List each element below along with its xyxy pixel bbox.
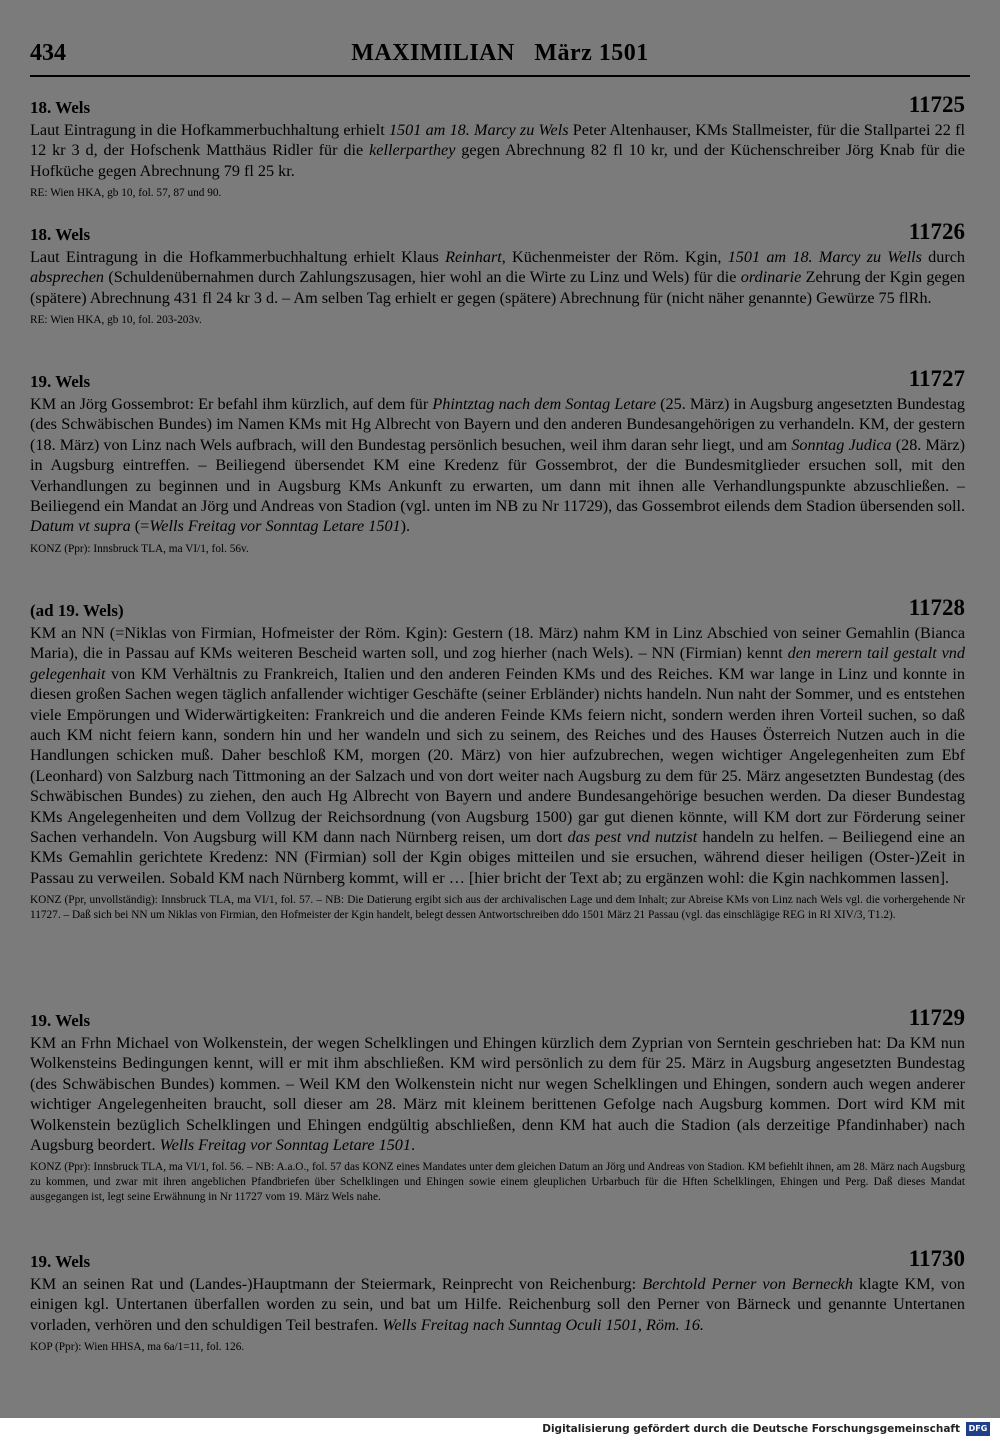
text-run: Laut Eintragung in die Hofkammerbuchhaltung erhielt (30, 121, 389, 139)
text-run: durch (921, 248, 965, 266)
entry-source: KONZ (Ppr, unvollständig): Innsbruck TLA, ma VI/1, fol. 57. – NB: Die Datierung ergibt sich aus der archivalischen Lage und dem Inhalt; zur Abreise KMs von Linz nach Wels vgl. die vorhergehende Nr 11727. – Daß sich bei NN um Niklas von Firmian, den Hofmeister der Kgin handelt, belegt dessen Antwortschreiben ddo 1501 März 21 Passau (vgl. das einschlägige REG in RI XIV/3, T1.2). (30, 894, 965, 922)
text-run: KM an NN (=Niklas von Firmian, Hofmeister der Röm. Kgin): Gestern (18. März) nahm KM in Linz Abschied von seiner Gemahlin (Bianca Maria), die in Passau auf KMs weiteren Bescheid warten soll, und zog hierher (nach Wels). – NN (Firmian) kennt (30, 624, 965, 663)
italic-run: Phintztag nach dem Sontag Letare (432, 395, 657, 413)
entry-number: 11730 (908, 1246, 965, 1271)
italic-run: Datum vt supra (30, 517, 131, 536)
text-run: (28. März) in Augsburg eintreffen. – Beiliegend übersendet KM eine Kredenz für Gossembrot, der die Bundesmitglieder ersuchen soll, mit den Verhandlungen zu beginnen und in Augsburg KMs Ankunft zu erwarten, um dann mit ihnen alle Verhandlungspunkte abzuschließen. – Beiliegend ein Mandat an Jörg und Andreas von Stadion (vgl. unten im NB zu Nr 11729), das Gossembrot eilends dem Stadion übersenden soll. (30, 435, 965, 516)
footer-bar (0, 1418, 1000, 1442)
entry-body (30, 1033, 965, 1155)
text-run: handeln zu helfen. – Beiliegend eine an KMs Gemahlin gerichtete Kredenz: NN (Firmian) soll der Kgin obiges mitteilen und sie ersuchen, während dieser heiligen (Oster-)Zeit in Passau zu verweilen. Sobald KM nach Nürnberg kommt, will er … [hier bricht der Text ab; zu ergänzen wohl: die Kgin nachkommen lassen]. (30, 828, 965, 887)
entry-source: KONZ (Ppr): Innsbruck TLA, ma VI/1, fol. 56v. (30, 542, 249, 555)
entry-place: 19. Wels (30, 1252, 91, 1271)
text-run: klagte KM, von einigen kgl. Untertanen überfallen worden zu sein, und bat um Hilfe. Reichenburg soll den Perner von Bärneck und genannte Untertanen vorladen, verhören und den schuldigen Teil bestrafen. (30, 1275, 966, 1334)
entry-place: 19. Wels (30, 1011, 91, 1030)
entry-number: 11725 (908, 92, 965, 117)
entry-number: 11729 (908, 1005, 965, 1030)
entry-body (30, 120, 965, 181)
text-run: ). (400, 517, 411, 536)
text-run: . (410, 1136, 416, 1155)
entry-11725 (30, 92, 965, 201)
italic-run: kellerparthey (369, 141, 456, 160)
italic-run: absprechen (30, 268, 105, 287)
entry-body (30, 1274, 965, 1335)
entry-place: (ad 19. Wels) (30, 601, 124, 620)
italic-run: Wells Freitag vor Sonntag Letare 1501 (159, 1136, 411, 1155)
entry-body (30, 623, 965, 888)
footer-credit: Digitalisierung gefördert durch die Deutsche Forschungsgemeinschaft (542, 1423, 960, 1435)
text-run: Peter Altenhauser, KMs Stallmeister, für die Stallpartei 22 fl 12 kr 3 d, der Hofschenk Matthäus Ridler für die (30, 121, 965, 160)
italic-run: Wells Freitag vor Sonntag Letare 1501 (149, 517, 401, 536)
page-header (30, 40, 970, 76)
text-run: (Schuldenübernahmen durch Zahlungszusagen, hier wohl an die Wirte zu Linz und Wels) für die (104, 268, 741, 287)
entry-11730 (30, 1246, 966, 1355)
italic-run: den merern tail gestalt vnd gelegenhait (30, 644, 965, 683)
italic-run: Sonntag Judica (791, 435, 892, 454)
dfg-logo: DFG (966, 1422, 990, 1436)
entry-number: 11728 (908, 595, 965, 620)
entry-number: 11726 (908, 219, 965, 244)
italic-run: das pest vnd nutzist (567, 828, 698, 847)
entry-place: 18. Wels (30, 225, 91, 244)
italic-run: Berchtold Perner von Berneckh (642, 1275, 853, 1293)
text-run: von KM Verhältnis zu Frankreich, Italien und den anderen Feinden KMs und des Reiches. KM war lange in Linz und konnte in diesen großen Sachen wegen täglich anfallender wichtiger Geschäfte (seiner Erbländer) nichts handeln. Nun naht der Sommer, und es entstehen viele Empörungen und Widerwärtigkeiten: Frankreich und die anderen Feinde KMs feiern nicht, sondern werden ihren Vorteil suchen, so daß auch KM nicht feiern kann, sondern hin und her wandeln und sich zu seinem, des Reiches und des Hauses Österreich Nutzen auch in die Handlungen schicken muß. Daher beschloß KM, morgen (20. März) von hier aufzubrechen, wegen wichtiger Angelegenheiten zum Ebf (Leonhard) von Salzburg nach Tittmoning an der Salzach und von dort weiter nach Augsburg zu dem für 25. März angesetzten Bundestag (des Schwäbischen Bundes) zu ziehen, den auch Hg Albrecht von Bayern und andere Bundesangehörige besuchen werden. Da dieser Bundestag KMs Angelegenheiten und dem Vollzug der Reichsordnung (von Augsburg 1500) gar gut dienen könnte, will KM dort zur Förderung seiner Sachen verhandeln. Von Augsburg will KM dann nach Nürnberg reisen, um dort (30, 664, 965, 847)
text-run: KM an Frhn Michael von Wolkenstein, der wegen Schelklingen und Ehingen kürzlich dem Zyprian von Serntein geschrieben hat: Da KM nun Wolkensteins Bedingungen kennt, will er mit ihm abschließen. KM wird persönlich zu dem für 25. März in Augsburg angesetzten Bundestag (des Schwäbischen Bundes) kommen. – Weil KM den Wolkenstein nicht nur wegen Schelklingen und Ehingen, sondern auch wegen anderer wichtiger Angelegenheiten braucht, soll dieser am 28. März mit kleinem berittenen Gefolge nach Augsburg kommen. Dort wird KM mit Wolkenstein bezüglich Schelklingen und Ehingen endgültig abschließen, denn KM hat auch die Stadion (als derzeitige Pfandinhaber) nach Augsburg beordert. (30, 1034, 965, 1155)
entry-place: 18. Wels (30, 98, 91, 117)
entry-body (30, 394, 965, 537)
entry-number: 11727 (908, 366, 965, 391)
entry-11727 (30, 366, 965, 557)
text-run: (= (130, 517, 150, 536)
text-run: gegen Abrechnung 82 fl 10 kr, und der Küchenschreiber Jörg Knab für die Hofküche gegen Abrechnung 79 fl 25 kr. (30, 141, 965, 180)
entry-11728 (30, 595, 965, 923)
text-run: KM an seinen Rat und (Landes-)Hauptmann der Steiermark, Reinprecht von Reichenburg: (30, 1275, 643, 1293)
entry-place: 19. Wels (30, 372, 91, 391)
entry-source: KOP (Ppr): Wien HHSA, ma 6a/1=11, fol. 126. (30, 1341, 245, 1354)
page-number: 434 (30, 40, 66, 66)
entry-11729 (30, 1005, 965, 1205)
running-title: MAXIMILIAN März 1501 (351, 40, 649, 66)
entry-source: RE: Wien HKA, gb 10, fol. 203-203v. (30, 314, 202, 327)
text-run: KM an Jörg Gossembrot: Er befahl ihm kürzlich, auf dem für (30, 395, 433, 413)
text-run: , Küchenmeister der Röm. Kgin, (501, 248, 728, 266)
italic-run: 1501 am 18. Marcy zu Wells (727, 248, 922, 266)
italic-run: 1501 am 18. Marcy zu Wels (388, 121, 569, 139)
italic-run: Wells Freitag nach Sunntag Oculi 1501, Röm. 16. (382, 1315, 704, 1334)
italic-run: ordinarie (740, 268, 802, 287)
entry-11726 (30, 219, 965, 328)
italic-run: Reinhart (445, 248, 502, 266)
entry-source: RE: Wien HKA, gb 10, fol. 57, 87 und 90. (30, 187, 222, 200)
text-run: Zehrung der Kgin gegen (spätere) Abrechnung 431 fl 24 kr 3 d. – Am selben Tag erhielt er gegen (spätere) Abrechnung für (nicht näher genannte) Gewürze 75 flRh. (30, 268, 965, 307)
entry-source: KONZ (Ppr): Innsbruck TLA, ma VI/1, fol. 56. – NB: A.a.O., fol. 57 das KONZ eines Mandates unter dem gleichen Datum an Jörg und Andreas von Stadion. KM befiehlt ihnen, am 28. März nach Augsburg zu kommen, und zwar mit ihren angeblichen Pfandbriefen über Schelklingen und Ehingen sowie einem gleuplichen Urbarbuch für die Hften Schelklingen, Ehingen und Perg. Daß dieses Mandat ausgegangen ist, legt seine Erwähnung in Nr 11727 vom 19. März Wels nahe. (30, 1161, 965, 1204)
entry-body (30, 247, 965, 308)
header-rule (30, 75, 970, 77)
text-run: Laut Eintragung in die Hofkammerbuchhaltung erhielt Klaus (30, 248, 446, 266)
text-run: (25. März) in Augsburg angesetzten Bundestag (des Schwäbischen Bundes) im Namen KMs mit Hg Albrecht von Bayern und den anderen Bundesangehörigen zu verhandeln. KM, der gestern (18. März) von Linz nach Wels aufbrach, will den Bundestag persönlich besuchen, weil ihm daran sehr liegt, und am (30, 395, 965, 454)
